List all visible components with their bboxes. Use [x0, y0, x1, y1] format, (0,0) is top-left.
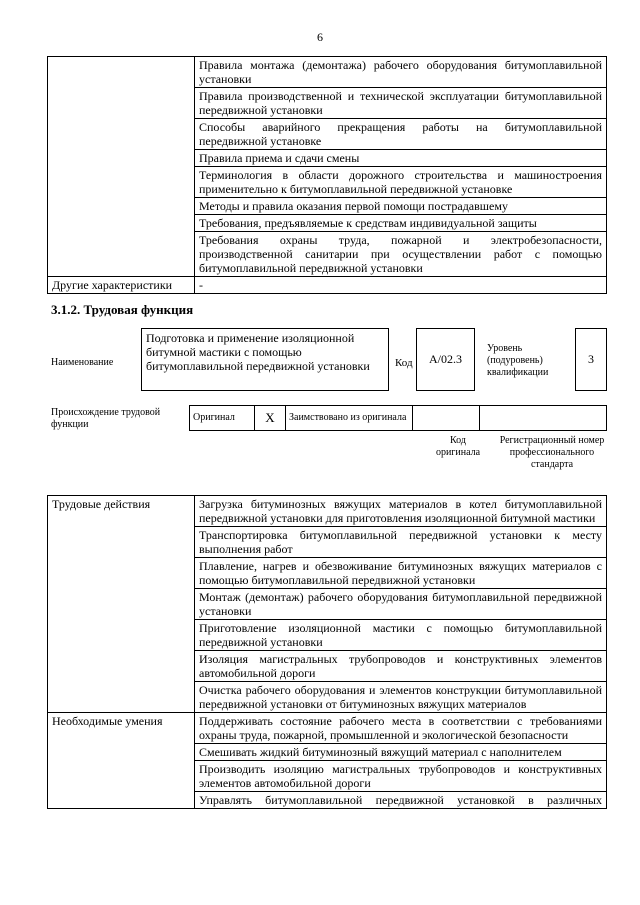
original-cell: Оригинал	[190, 406, 255, 431]
page-number: 6	[317, 30, 323, 44]
name-label: Наименование	[51, 357, 114, 368]
knowledge-item: Методы и правила оказания первой помощи пострадавшему	[195, 198, 607, 215]
action-item: Плавление, нагрев и обезвоживание битуминозных вяжущих материалов с помощью битумоплавильной передвижной установки	[195, 558, 607, 589]
knowledge-item: Правила производственной и технической эксплуатации битумоплавильной передвижной установки	[195, 88, 607, 119]
knowledge-item: Правила приема и сдачи смены	[195, 150, 607, 167]
actions-label: Трудовые действия	[48, 496, 195, 713]
skills-label: Необходимые умения	[48, 713, 195, 809]
code-origin-caption: Код оригинала	[435, 435, 481, 458]
knowledge-item: Способы аварийного прекращения работы на битумоплавильной передвижной установке	[195, 119, 607, 150]
reg-number-caption: Регистрационный номер профессионального стандарта	[499, 435, 605, 470]
action-item: Очистка рабочего оборудования и элементов конструкции битумоплавильной передвижной установки от битуминозных вяжущих материалов	[195, 682, 607, 713]
table-row	[48, 57, 607, 88]
action-item: Монтаж (демонтаж) рабочего оборудования битумоплавильной передвижной установки	[195, 589, 607, 620]
action-item: Транспортировка битумоплавильной передвижной установки к месту выполнения работ	[195, 527, 607, 558]
code-label: Код	[395, 357, 413, 369]
level-box: 3	[575, 328, 607, 391]
level-label: Уровень (подуровень) квалификации	[487, 343, 549, 378]
skill-item: Управлять битумоплавильной передвижной установкой в различных	[195, 792, 607, 809]
knowledge-item: Требования, предъявляемые к средствам индивидуальной защиты	[195, 215, 607, 232]
table-row	[48, 277, 607, 294]
knowledge-item: Правила монтажа (демонтажа) рабочего оборудования битумоплавильной установки	[195, 57, 607, 88]
skill-item: Смешивать жидкий битуминозный вяжущий материал с наполнителем	[195, 744, 607, 761]
skill-item: Поддерживать состояние рабочего места в соответствии с требованиями охраны труда, пожарной, промышленной и экологической безопасности	[195, 713, 607, 744]
code-origin-cell	[413, 406, 480, 431]
skill-item: Производить изоляцию магистральных трубопроводов и конструктивных элементов автомобильной дороги	[195, 761, 607, 792]
function-details-table	[47, 495, 607, 809]
knowledge-table	[47, 56, 607, 294]
section-title: 3.1.2. Трудовая функция	[51, 302, 194, 317]
label-cell	[48, 57, 195, 277]
knowledge-item: Терминология в области дорожного строительства и машиностроения применительно к битумоплавильной передвижной установке	[195, 167, 607, 198]
function-name-box: Подготовка и применение изоляционной битумной мастики с помощью битумоплавильной передвижной установки	[141, 328, 389, 391]
other-characteristics-label: Другие характеристики	[48, 277, 195, 294]
table-row	[48, 713, 607, 744]
origin-label: Происхождение трудовой функции	[51, 407, 161, 430]
function-code-box: А/02.3	[416, 328, 475, 391]
table-row	[190, 406, 607, 431]
table-row	[48, 496, 607, 527]
action-item: Загрузка битуминозных вяжущих материалов в котел битумоплавильной передвижной установки для приготовления изоляционной битумной мастики	[195, 496, 607, 527]
action-item: Приготовление изоляционной мастики с помощью битумоплавильной передвижной установки	[195, 620, 607, 651]
origin-table	[189, 405, 607, 431]
other-characteristics-value: -	[195, 277, 607, 294]
action-item: Изоляция магистральных трубопроводов и конструктивных элементов автомобильной дороги	[195, 651, 607, 682]
reg-number-cell	[480, 406, 607, 431]
knowledge-item: Требования охраны труда, пожарной и электробезопасности, производственной санитарии при осуществлении работ с помощью битумоплавильной передвижной установки	[195, 232, 607, 277]
borrowed-cell: Заимствовано из оригинала	[286, 406, 413, 431]
original-mark: X	[255, 406, 286, 431]
